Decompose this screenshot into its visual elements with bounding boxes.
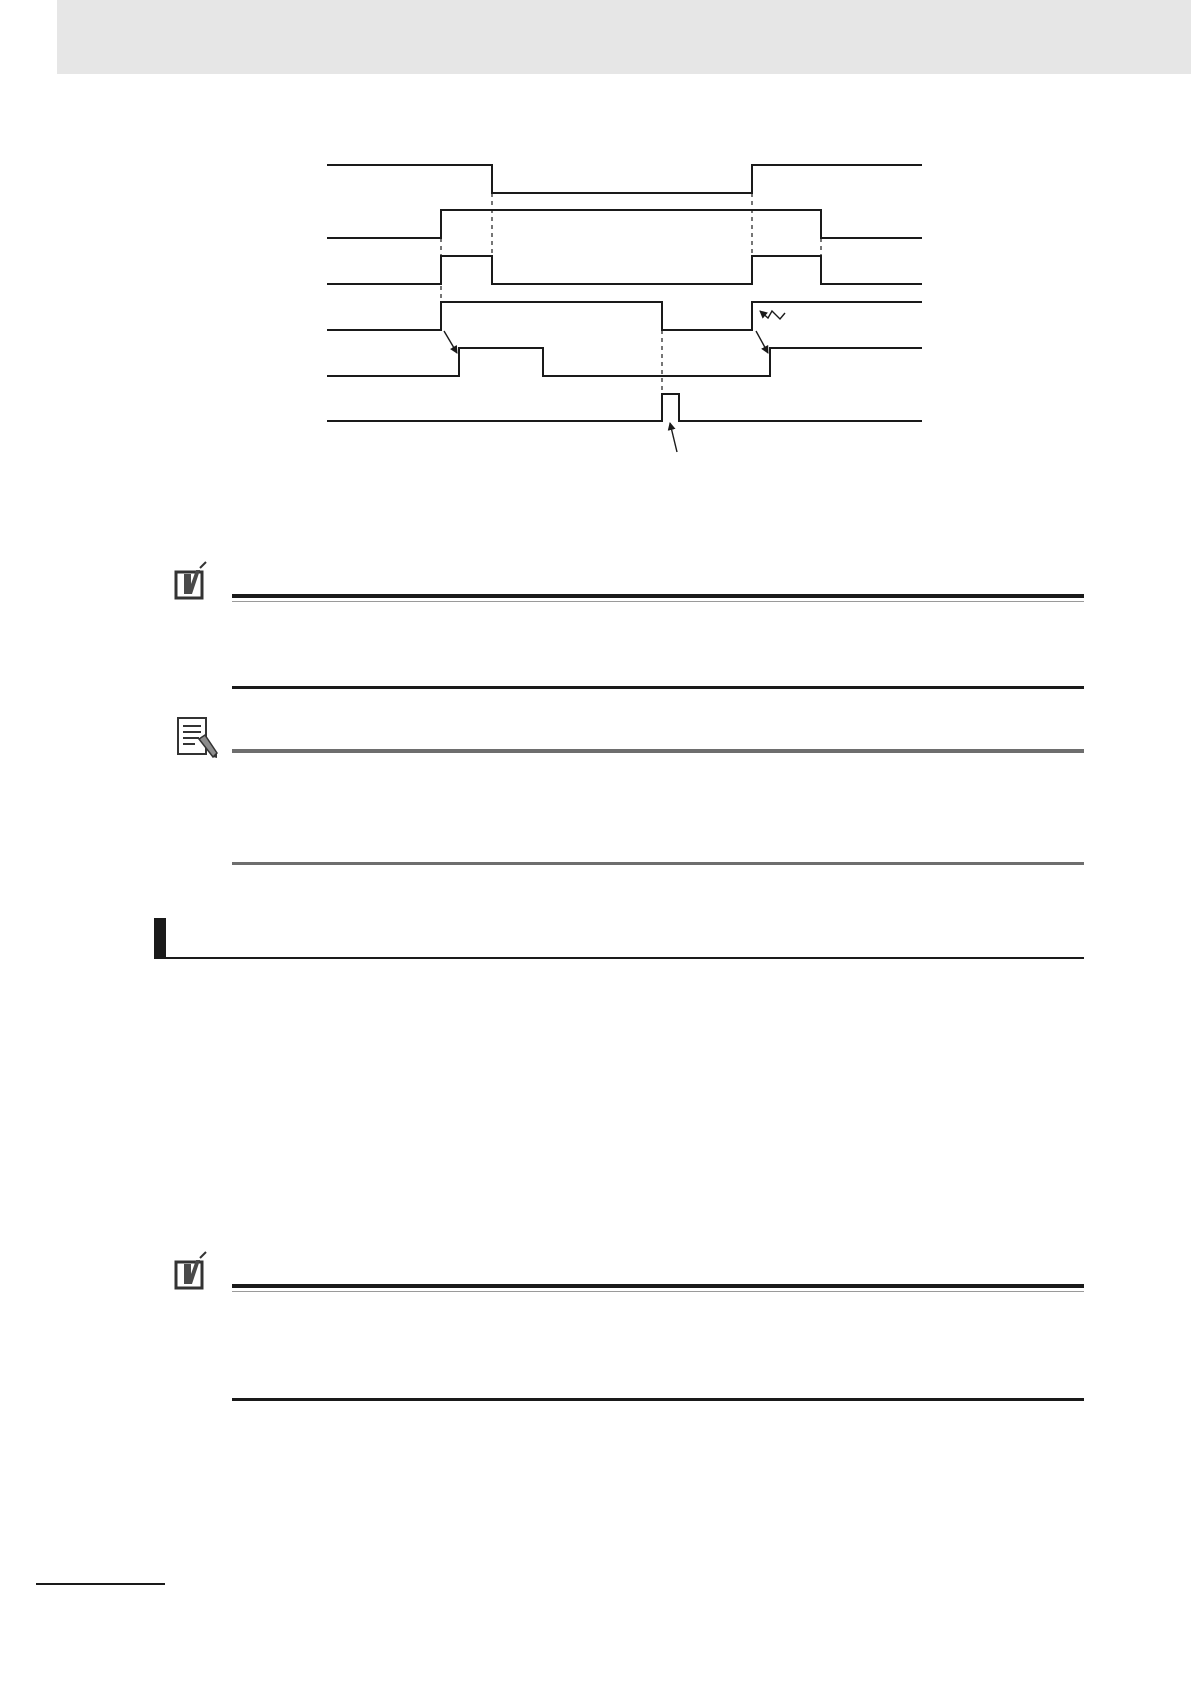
- section-heading-marker: [154, 918, 166, 959]
- note-top-rule: [232, 1284, 1084, 1288]
- signal-waveform-2: [327, 210, 922, 238]
- precautions-for-correct-use-icon: [172, 1250, 212, 1290]
- signal-waveform-5: [327, 348, 922, 376]
- section-heading-rule: [154, 957, 1084, 959]
- note-top-rule: [232, 594, 1084, 598]
- note-top-thin-rule: [232, 1291, 1084, 1292]
- timing-diagram: [0, 0, 1191, 470]
- footer-rule: [36, 1583, 165, 1585]
- noise-squiggle: [760, 311, 785, 319]
- signal-waveform-1: [327, 165, 922, 193]
- delay-arrow: [756, 331, 768, 353]
- precautions-for-correct-use-icon: [172, 560, 212, 600]
- additional-information-icon: [175, 715, 219, 759]
- note-bottom-rule: [232, 862, 1084, 865]
- note-top-thin-rule: [232, 601, 1084, 602]
- note-top-rule: [232, 749, 1084, 753]
- signal-waveform-6: [327, 394, 922, 421]
- delay-arrow: [444, 331, 457, 353]
- signal-waveform-3: [327, 256, 922, 284]
- pulse-arrow: [670, 423, 677, 452]
- note-bottom-rule: [232, 1398, 1084, 1401]
- signal-waveform-4: [327, 302, 922, 330]
- note-bottom-rule: [232, 686, 1084, 689]
